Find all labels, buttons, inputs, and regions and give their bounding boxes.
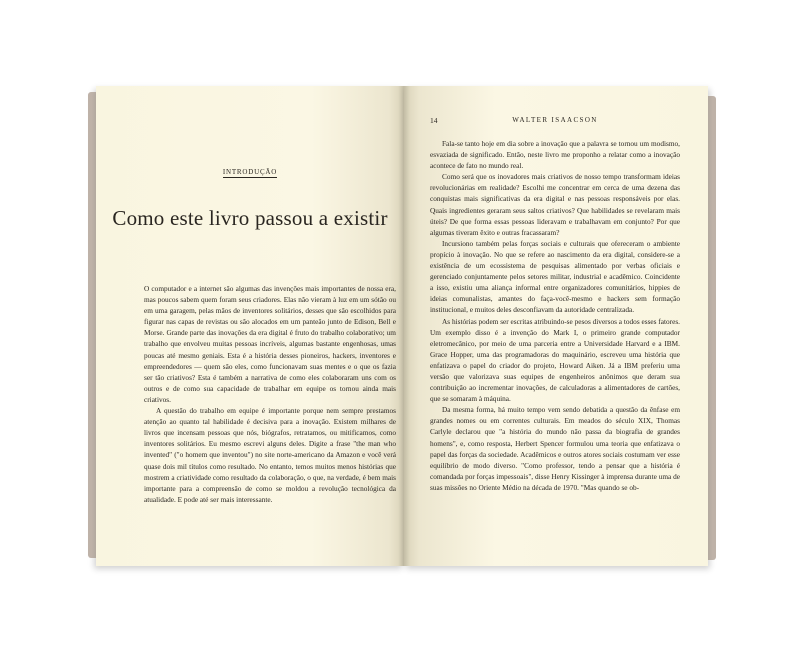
running-head-author: WALTER ISAACSON	[512, 116, 598, 124]
chapter-title: Como este livro passou a existir	[112, 206, 388, 230]
paragraph: As histórias podem ser escritas atribuindo-se pesos diversos a todos esses fatores. Um exemplo disso é a invenção do Mark I, o primeiro grande computador eletromecânico, por meio de uma parceria entre a Universidade Harvard e a IBM. Grace Hopper, uma das programadoras do maquinário, escreveu uma história que enfatizava o papel do criador do projeto, Howard Aiken. Já a IBM preferiu uma versão que valorizava suas equipes de engenheiros anônimos que deram sua contribuição ao incrementar inovações, de calculadoras a alimentadores de cartões, que se somaram à máquina.	[430, 316, 680, 404]
right-page-body	[430, 138, 680, 493]
paragraph: Fala-se tanto hoje em dia sobre a inovação que a palavra se tornou um modismo, esvaziada de significado. Então, neste livro me proponho a relatar como a inovação acontece de fato no mundo real.	[430, 139, 680, 171]
chapter-label-text: INTRODUÇÃO	[222, 168, 278, 176]
book-gutter	[398, 86, 410, 566]
paragraph: Como será que os inovadores mais criativos de nosso tempo transformam ideias revolucionárias em realidade? Escolhi me concentrar em cerca de uma dezena das conquistas mais significativas da era digital e nas pessoas responsáveis por elas. Quais ingredientes geraram seus saltos criativos? Que habilidades se revelaram mais úteis? De que forma essas pessoas lideravam e trabalhavam em conjunto? Por que algumas tiveram êxito e outras fracassaram?	[430, 172, 680, 237]
chapter-label	[96, 168, 404, 176]
left-page-body	[144, 283, 396, 505]
paragraph: A questão do trabalho em equipe é importante porque nem sempre prestamos atenção ao quanto tal habilidade é decisiva para a inovação. Existem milhares de livros que incensam pessoas que nós, biógrafos, retratamos, ou mitificamos, como inventores solitários. Eu mesmo escrevi alguns deles. Digite a frase "the man who invented" ("o homem que inventou") no site norte-americano da Amazon e você verá quase dois mil títulos como resultado. No entanto, temos muitos menos histórias que mostrem a criatividade como resultado da colaboração, o que, na verdade, é bem mais importante para a compreensão de como se moldou a revolução tecnológica da atualidade. E pode até ser mais interessante.	[144, 406, 396, 504]
paragraph: Incursiono também pelas forças sociais e culturais que ofereceram o ambiente propício à inovação. No que se refere ao nascimento da era digital, considere-se a existência de um ecossistema de pesquisas alimentado por verbas oficiais e gerenciado conjuntamente pelos setores militar, industrial e acadêmico. Coincidente a isso, existiu uma aliança informal entre organizadores comunitários, hippies de ideias comunalistas, amantes do faça-você-mesmo e hackers sem formação institucional, e muitos deles desconfiavam da autoridade centralizada.	[430, 238, 680, 315]
paragraph: Da mesma forma, há muito tempo vem sendo debatida a questão da ênfase em grandes nomes ou em correntes culturais. Em meados do século XIX, Thomas Carlyle declarou que "a história do mundo não passa da biografia de grandes homens", e, como resposta, Herbert Spencer formulou uma teoria que enfatizava o papel das forças da sociedade. Acadêmicos e outros atores sociais costumam ver esse equilíbrio de modo diverso. "Como professor, tendo a pensar que a história é comandada por forças impessoais", disse Henry Kissinger à imprensa durante uma de suas missões no Oriente Médio na década de 1970. "Mas quando se ob-	[430, 405, 680, 492]
left-page	[96, 86, 404, 566]
page-number: 14	[430, 116, 438, 125]
paragraph: O computador e a internet são algumas das invenções mais importantes de nossa era, mas poucos sabem quem foram seus criadores. Elas não vieram à luz em um sótão ou em uma garagem, pelas mãos de inventores solitários, desses que são escolhidos para figurar nas capas de revistas ou são alocados em um panteão junto de Edison, Bell e Morse. Grande parte das inovações da era digital é fruto do trabalho colaborativo; um trabalho que envolveu muitas pessoas incríveis, algumas bastante engenhosas, umas poucas até mesmo geniais. Esta é a história desses pioneiros, hackers, inventores e empreendedores — quem são eles, como funcionavam suas mentes e o que os fazia ser tão criativos? Esta é também a narrativa de como eles colaboraram uns com os outros e de como sua capacidade de trabalhar em equipe os tornou ainda mais criativos.	[144, 284, 396, 404]
right-page	[404, 86, 708, 566]
